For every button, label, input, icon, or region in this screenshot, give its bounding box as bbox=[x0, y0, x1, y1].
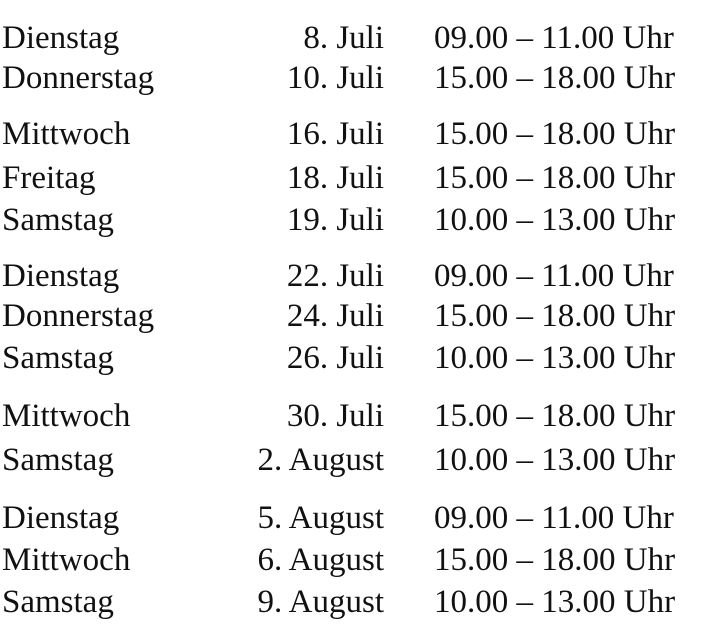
schedule-row bbox=[0, 542, 720, 578]
row-day: Dienstag bbox=[2, 500, 120, 536]
row-time: 10.00 – 13.00 Uhr bbox=[434, 202, 676, 238]
schedule-row bbox=[0, 584, 720, 620]
row-day: Samstag bbox=[2, 442, 114, 478]
schedule-row bbox=[0, 340, 720, 376]
row-date: 5. August bbox=[257, 500, 384, 536]
schedule-row bbox=[0, 20, 720, 56]
schedule-row bbox=[0, 398, 720, 434]
row-date: 2. August bbox=[257, 442, 384, 478]
row-date: 8. Juli bbox=[303, 20, 384, 56]
row-time: 15.00 – 18.00 Uhr bbox=[434, 298, 676, 334]
schedule-row bbox=[0, 160, 720, 196]
row-day: Freitag bbox=[2, 160, 96, 196]
row-date: 10. Juli bbox=[286, 60, 384, 96]
row-day: Samstag bbox=[2, 340, 114, 376]
row-time: 10.00 – 13.00 Uhr bbox=[434, 584, 676, 620]
row-date: 9. August bbox=[257, 584, 384, 620]
schedule-row bbox=[0, 258, 720, 294]
row-day: Samstag bbox=[2, 202, 114, 238]
row-day: Dienstag bbox=[2, 20, 120, 56]
row-date: 18. Juli bbox=[286, 160, 384, 196]
row-time: 15.00 – 18.00 Uhr bbox=[434, 116, 676, 152]
row-date: 26. Juli bbox=[286, 340, 384, 376]
row-time: 09.00 – 11.00 Uhr bbox=[434, 258, 674, 294]
row-time: 09.00 – 11.00 Uhr bbox=[434, 20, 674, 56]
schedule-row bbox=[0, 442, 720, 478]
row-time: 10.00 – 13.00 Uhr bbox=[434, 340, 676, 376]
schedule-row bbox=[0, 60, 720, 96]
row-day: Donnerstag bbox=[2, 60, 155, 96]
row-date: 22. Juli bbox=[286, 258, 384, 294]
row-time: 10.00 – 13.00 Uhr bbox=[434, 442, 676, 478]
row-time: 15.00 – 18.00 Uhr bbox=[434, 60, 676, 96]
row-date: 30. Juli bbox=[286, 398, 384, 434]
row-date: 19. Juli bbox=[286, 202, 384, 238]
row-date: 24. Juli bbox=[286, 298, 384, 334]
row-day: Donnerstag bbox=[2, 298, 155, 334]
row-time: 15.00 – 18.00 Uhr bbox=[434, 542, 676, 578]
schedule-row bbox=[0, 116, 720, 152]
row-day: Mittwoch bbox=[2, 542, 131, 578]
row-day: Mittwoch bbox=[2, 398, 131, 434]
row-time: 15.00 – 18.00 Uhr bbox=[434, 398, 676, 434]
row-day: Samstag bbox=[2, 584, 114, 620]
row-date: 16. Juli bbox=[286, 116, 384, 152]
schedule-row bbox=[0, 202, 720, 238]
row-time: 09.00 – 11.00 Uhr bbox=[434, 500, 674, 536]
row-day: Dienstag bbox=[2, 258, 120, 294]
schedule-row bbox=[0, 500, 720, 536]
row-time: 15.00 – 18.00 Uhr bbox=[434, 160, 676, 196]
row-day: Mittwoch bbox=[2, 116, 131, 152]
schedule-row bbox=[0, 298, 720, 334]
row-date: 6. August bbox=[257, 542, 384, 578]
